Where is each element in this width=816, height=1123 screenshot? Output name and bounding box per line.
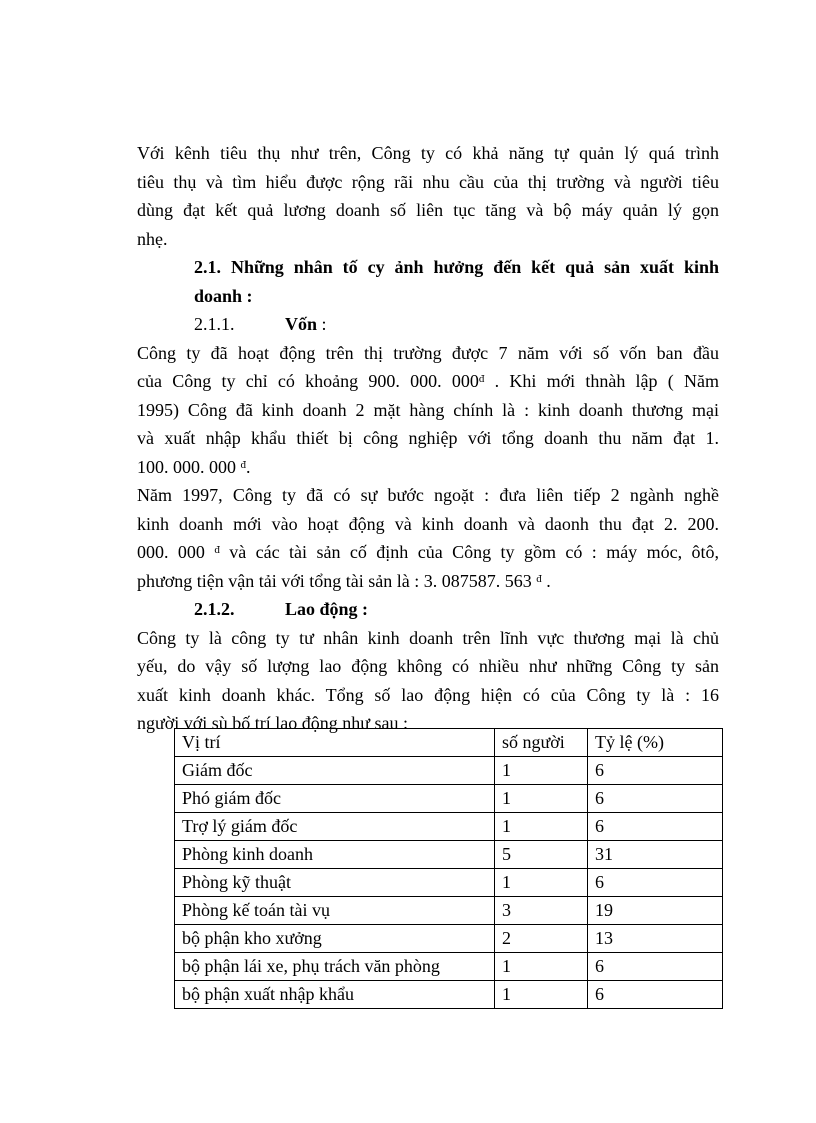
year-1997-line-4 [137, 567, 719, 596]
labor-line-2: yếu, do vậy số lượng lao động không có nhiều như những Công ty sản [137, 656, 719, 676]
section-title-wrap [285, 310, 327, 339]
cell-count: 1 [495, 869, 588, 897]
table-row [175, 897, 723, 925]
table-row [175, 869, 723, 897]
cell-count: 1 [495, 953, 588, 981]
cell-ratio: 6 [588, 869, 723, 897]
capital-line-1: Công ty đã hoạt động trên thị trường được 7 năm với số vốn ban đầu [137, 342, 719, 363]
paragraph-text: và các tài sản cố định của Công ty gồm có : máy móc, ôtô, [219, 542, 720, 562]
cell-ratio: 6 [588, 785, 723, 813]
year-1997-line-2: kinh doanh mới vào hoạt động và kinh doanh và daonh thu đạt 2. 200. [137, 513, 719, 534]
header-count: số người [495, 729, 588, 757]
section-title-suffix: : [317, 314, 327, 334]
cell-ratio: 6 [588, 813, 723, 841]
labor-line-3: xuất kinh doanh khác. Tổng số lao động hiện có của Công ty là : 16 [137, 684, 719, 705]
header-ratio: Tỷ lệ (%) [588, 729, 723, 757]
labor-line-4: người với sù bố trí lao động như sau : [137, 713, 409, 733]
cell-ratio: 19 [588, 897, 723, 925]
capital-text: của Công ty chỉ có khoảng 900. 000. 000 [137, 371, 479, 391]
cell-count: 2 [495, 925, 588, 953]
table-row [175, 953, 723, 981]
labor-table [174, 728, 723, 1009]
labor-line-1: Công ty là công ty tư nhân kinh doanh trên lĩnh vực thương mại là chủ [137, 627, 719, 648]
cell-ratio: 6 [588, 757, 723, 785]
currency-mark: đ [240, 458, 246, 471]
cell-position: bộ phận xuất nhập khẩu [175, 981, 495, 1009]
table-header-row [175, 729, 723, 757]
capital-line-5 [137, 453, 719, 482]
year-1997-line-3 [137, 538, 719, 567]
capital-text: . [246, 456, 251, 477]
cell-position: bộ phận kho xưởng [175, 925, 495, 953]
capital-text: 100. 000. 000 [137, 456, 241, 477]
cell-position: bộ phận lái xe, phụ trách văn phòng [175, 953, 495, 981]
document-body [137, 139, 719, 738]
paragraph-text: phương tiện vận tải với tổng tài sản là : 3. 087587. 563 [137, 570, 537, 591]
table-row [175, 981, 723, 1009]
intro-line-2: tiêu thụ và tìm hiểu được rộng rãi nhu cầu của thị trường và người tiêu [137, 171, 719, 192]
section-number: 2.1.2. [194, 599, 235, 619]
table-row [175, 925, 723, 953]
cell-position: Trợ lý giám đốc [175, 813, 495, 841]
paragraph-text: . [541, 570, 551, 591]
header-position: Vị trí [175, 729, 495, 757]
cell-ratio: 13 [588, 925, 723, 953]
capital-line-3: 1995) Công đã kinh doanh 2 mặt hàng chính là : kinh doanh thương mại [137, 399, 719, 420]
cell-position: Phòng kỹ thuật [175, 869, 495, 897]
section-2-1-heading-cont: doanh : [194, 285, 253, 306]
year-1997-line-1: Năm 1997, Công ty đã có sự bước ngoặt : đưa liên tiếp 2 ngành nghề [137, 485, 719, 505]
cell-count: 1 [495, 757, 588, 785]
cell-ratio: 6 [588, 953, 723, 981]
section-2-1-1-heading [137, 310, 719, 339]
currency-mark: đ [478, 373, 485, 385]
table-row [175, 757, 723, 785]
table-row [175, 813, 723, 841]
capital-line-4: và xuất nhập khẩu thiết bị công nghiệp với tổng doanh thu năm đạt 1. [137, 428, 719, 448]
cell-count: 1 [495, 813, 588, 841]
cell-position: Phòng kế toán tài vụ [175, 897, 495, 925]
section-number: 2.1.1. [194, 314, 235, 334]
section-2-1-heading: 2.1. Những nhân tố cy ảnh hưởng đến kết quả sản xuất kinh [194, 257, 719, 277]
section-title: Vốn [285, 314, 318, 334]
cell-position: Giám đốc [175, 757, 495, 785]
intro-line-3: dùng đạt kết quả lương doanh số liên tục tăng và bộ máy quản lý gọn [137, 200, 719, 220]
capital-text: . Khi mới thnàh lập ( Năm [484, 371, 719, 391]
section-2-1-2-heading [137, 595, 719, 624]
cell-count: 5 [495, 841, 588, 869]
section-title: Lao động : [285, 599, 369, 619]
paragraph-text: 000. 000 [137, 542, 215, 562]
cell-ratio: 6 [588, 981, 723, 1009]
cell-count: 1 [495, 785, 588, 813]
intro-line-4: nhẹ. [137, 228, 168, 249]
cell-position: Phòng kinh doanh [175, 841, 495, 869]
table-row [175, 841, 723, 869]
cell-count: 3 [495, 897, 588, 925]
currency-mark: đ [214, 544, 220, 556]
cell-count: 1 [495, 981, 588, 1009]
currency-mark: đ [536, 572, 542, 585]
cell-position: Phó giám đốc [175, 785, 495, 813]
table-row [175, 785, 723, 813]
capital-line-2 [137, 367, 719, 396]
cell-ratio: 31 [588, 841, 723, 869]
intro-line-1: Với kênh tiêu thụ như trên, Công ty có khả năng tự quản lý quá trình [137, 143, 719, 163]
